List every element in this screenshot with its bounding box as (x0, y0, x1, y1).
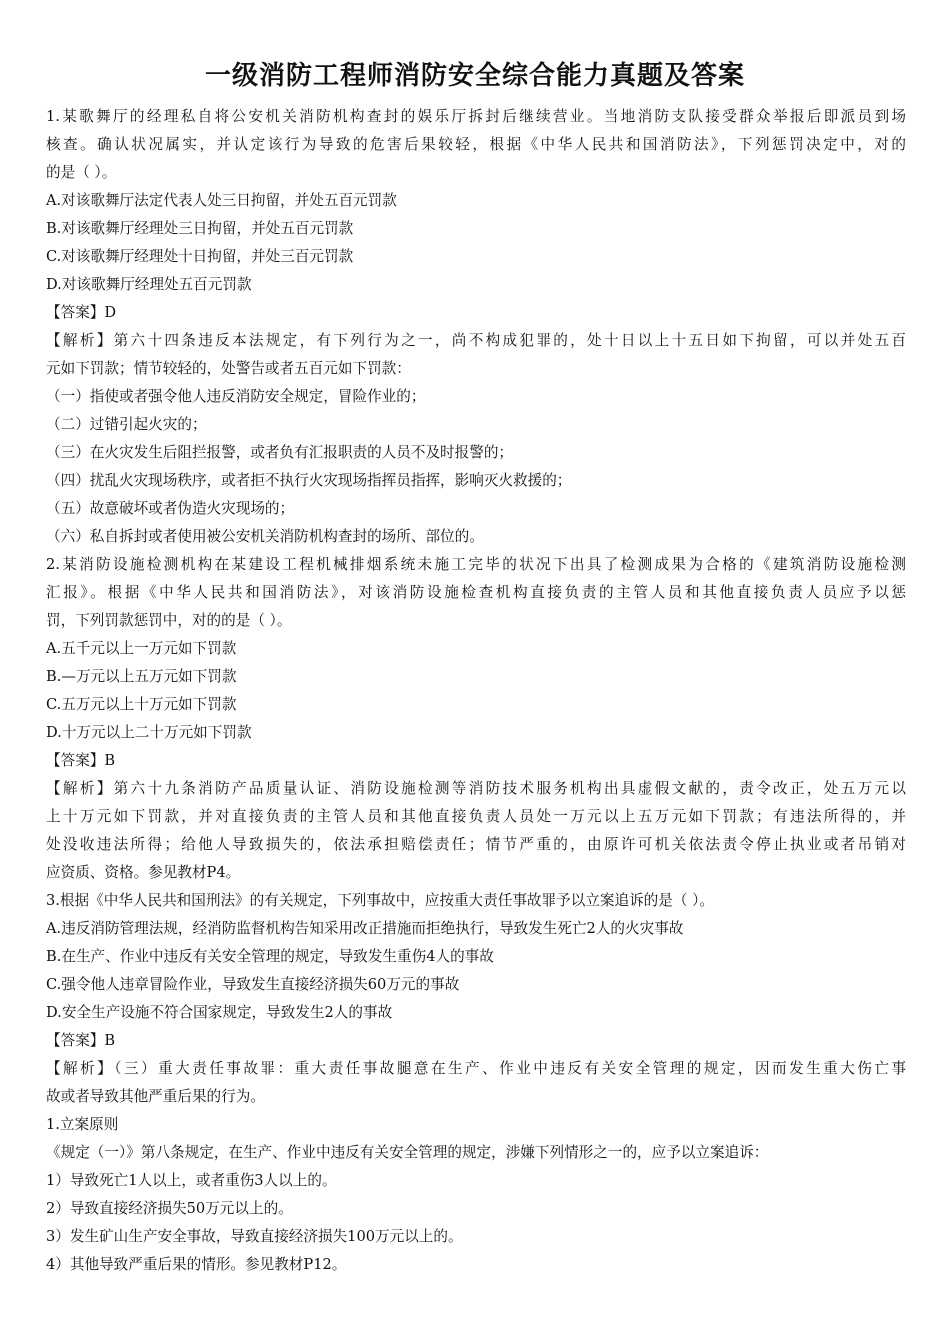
text-line: 2）导致直接经济损失50万元以上的。 (46, 1200, 293, 1217)
page-title: 一级消防工程师消防安全综合能力真题及答案 (204, 61, 745, 91)
text-line: 1）导致死亡1人以上，或者重伤3人以上的。 (46, 1172, 337, 1189)
text-line: 【答案】B (46, 1032, 116, 1049)
text-line: A.对该歌舞厅法定代表人处三日拘留，并处五百元罚款 (46, 192, 397, 209)
text-line: C.五万元以上十万元如下罚款 (46, 696, 237, 713)
text-line: C.对该歌舞厅经理处十日拘留，并处三百元罚款 (46, 248, 354, 265)
text-line: 【答案】D (46, 304, 117, 321)
text-line: 核查。确认状况属实，并认定该行为导致的危害后果较轻，根据《中华人民共和国消防法》，下列惩罚决定中，对的 (46, 136, 906, 153)
text-line: 元如下罚款；情节较轻的，处警告或者五百元如下罚款： (46, 360, 411, 377)
text-line: 【答案】B (46, 752, 116, 769)
text-line: 3）发生矿山生产安全事故，导致直接经济损失100万元以上的。 (46, 1228, 463, 1245)
text-line: A.违反消防管理法规，经消防监督机构告知采用改正措施而拒绝执行，导致发生死亡2人的火灾事故 (46, 920, 684, 937)
text-line: 故或者导致其他严重后果的行为。 (46, 1088, 265, 1105)
text-line: （一）指使或者强令他人违反消防安全规定，冒险作业的； (46, 388, 426, 405)
text-line: 1.某歌舞厅的经理私自将公安机关消防机构查封的娱乐厅拆封后继续营业。当地消防支队接受群众举报后即派员到场 (46, 108, 906, 125)
text-line: C.强令他人违章冒险作业，导致发生直接经济损失60万元的事故 (46, 976, 460, 993)
text-line: 《规定（一）》第八条规定，在生产、作业中违反有关安全管理的规定，涉嫌下列情形之一的，应予以立案追诉： (46, 1144, 769, 1161)
text-line: （四）扰乱火灾现场秩序，或者拒不执行火灾现场指挥员指挥，影响灭火救援的； (46, 472, 572, 489)
text-line: （五）故意破坏或者伪造火灾现场的； (46, 500, 295, 517)
text-line: 2.某消防设施检测机构在某建设工程机械排烟系统未施工完毕的状况下出具了检测成果为合格的《建筑消防设施检测 (46, 556, 906, 573)
text-line: 罚，下列罚款惩罚中，对的的是（ ）。 (46, 612, 292, 629)
text-line: D.对该歌舞厅经理处五百元罚款 (46, 276, 252, 293)
text-line: 1.立案原则 (46, 1116, 119, 1133)
text-line: 【解析】（三）重大责任事故罪：重大责任事故腿意在生产、作业中违反有关安全管理的规定，因而发生重大伤亡事 (46, 1060, 906, 1077)
text-line: B.对该歌舞厅经理处三日拘留，并处五百元罚款 (46, 220, 354, 237)
text-line: 处没收违法所得；给他人导致损失的，依法承担赔偿责任；情节严重的，由原许可机关依法责令停止执业或者吊销对 (46, 836, 906, 853)
text-line: D.十万元以上二十万元如下罚款 (46, 724, 252, 741)
text-line: 应资质、资格。参见教材P4。 (46, 864, 241, 881)
text-line: 【解析】第六十四条违反本法规定，有下列行为之一，尚不构成犯罪的，处十日以上十五日如下拘留，可以并处五百 (46, 332, 906, 349)
text-line: 上十万元如下罚款，并对直接负责的主管人员和其他直接负责人员处一万元以上五万元如下罚款；有违法所得的，并 (46, 808, 906, 825)
text-line: B.在生产、作业中违反有关安全管理的规定，导致发生重伤4人的事故 (46, 948, 494, 965)
document-body (46, 103, 906, 1279)
text-line: （六）私自拆封或者使用被公安机关消防机构查封的场所、部位的。 (46, 528, 484, 545)
text-line: （二）过错引起火灾的； (46, 416, 207, 433)
text-line: 的是（ ）。 (46, 164, 117, 181)
text-line: （三）在火灾发生后阻拦报警，或者负有汇报职责的人员不及时报警的； (46, 444, 514, 461)
text-line: 3.根据《中华人民共和国刑法》的有关规定，下列事故中，应按重大责任事故罪予以立案追诉的是（ ）。 (46, 892, 714, 909)
text-line: 【解析】第六十九条消防产品质量认证、消防设施检测等消防技术服务机构出具虚假文献的，责令改正，处五万元以 (46, 780, 906, 797)
text-line: 汇报》。根据《中华人民共和国消防法》，对该消防设施检查机构直接负责的主管人员和其他直接负责人员应予以惩 (46, 584, 906, 601)
text-line: 4）其他导致严重后果的情形。参见教材P12。 (46, 1256, 347, 1273)
text-line: B.—万元以上五万元如下罚款 (46, 668, 237, 685)
text-line: A.五千元以上一万元如下罚款 (46, 640, 237, 657)
text-line: D.安全生产设施不符合国家规定，导致发生2人的事故 (46, 1004, 393, 1021)
